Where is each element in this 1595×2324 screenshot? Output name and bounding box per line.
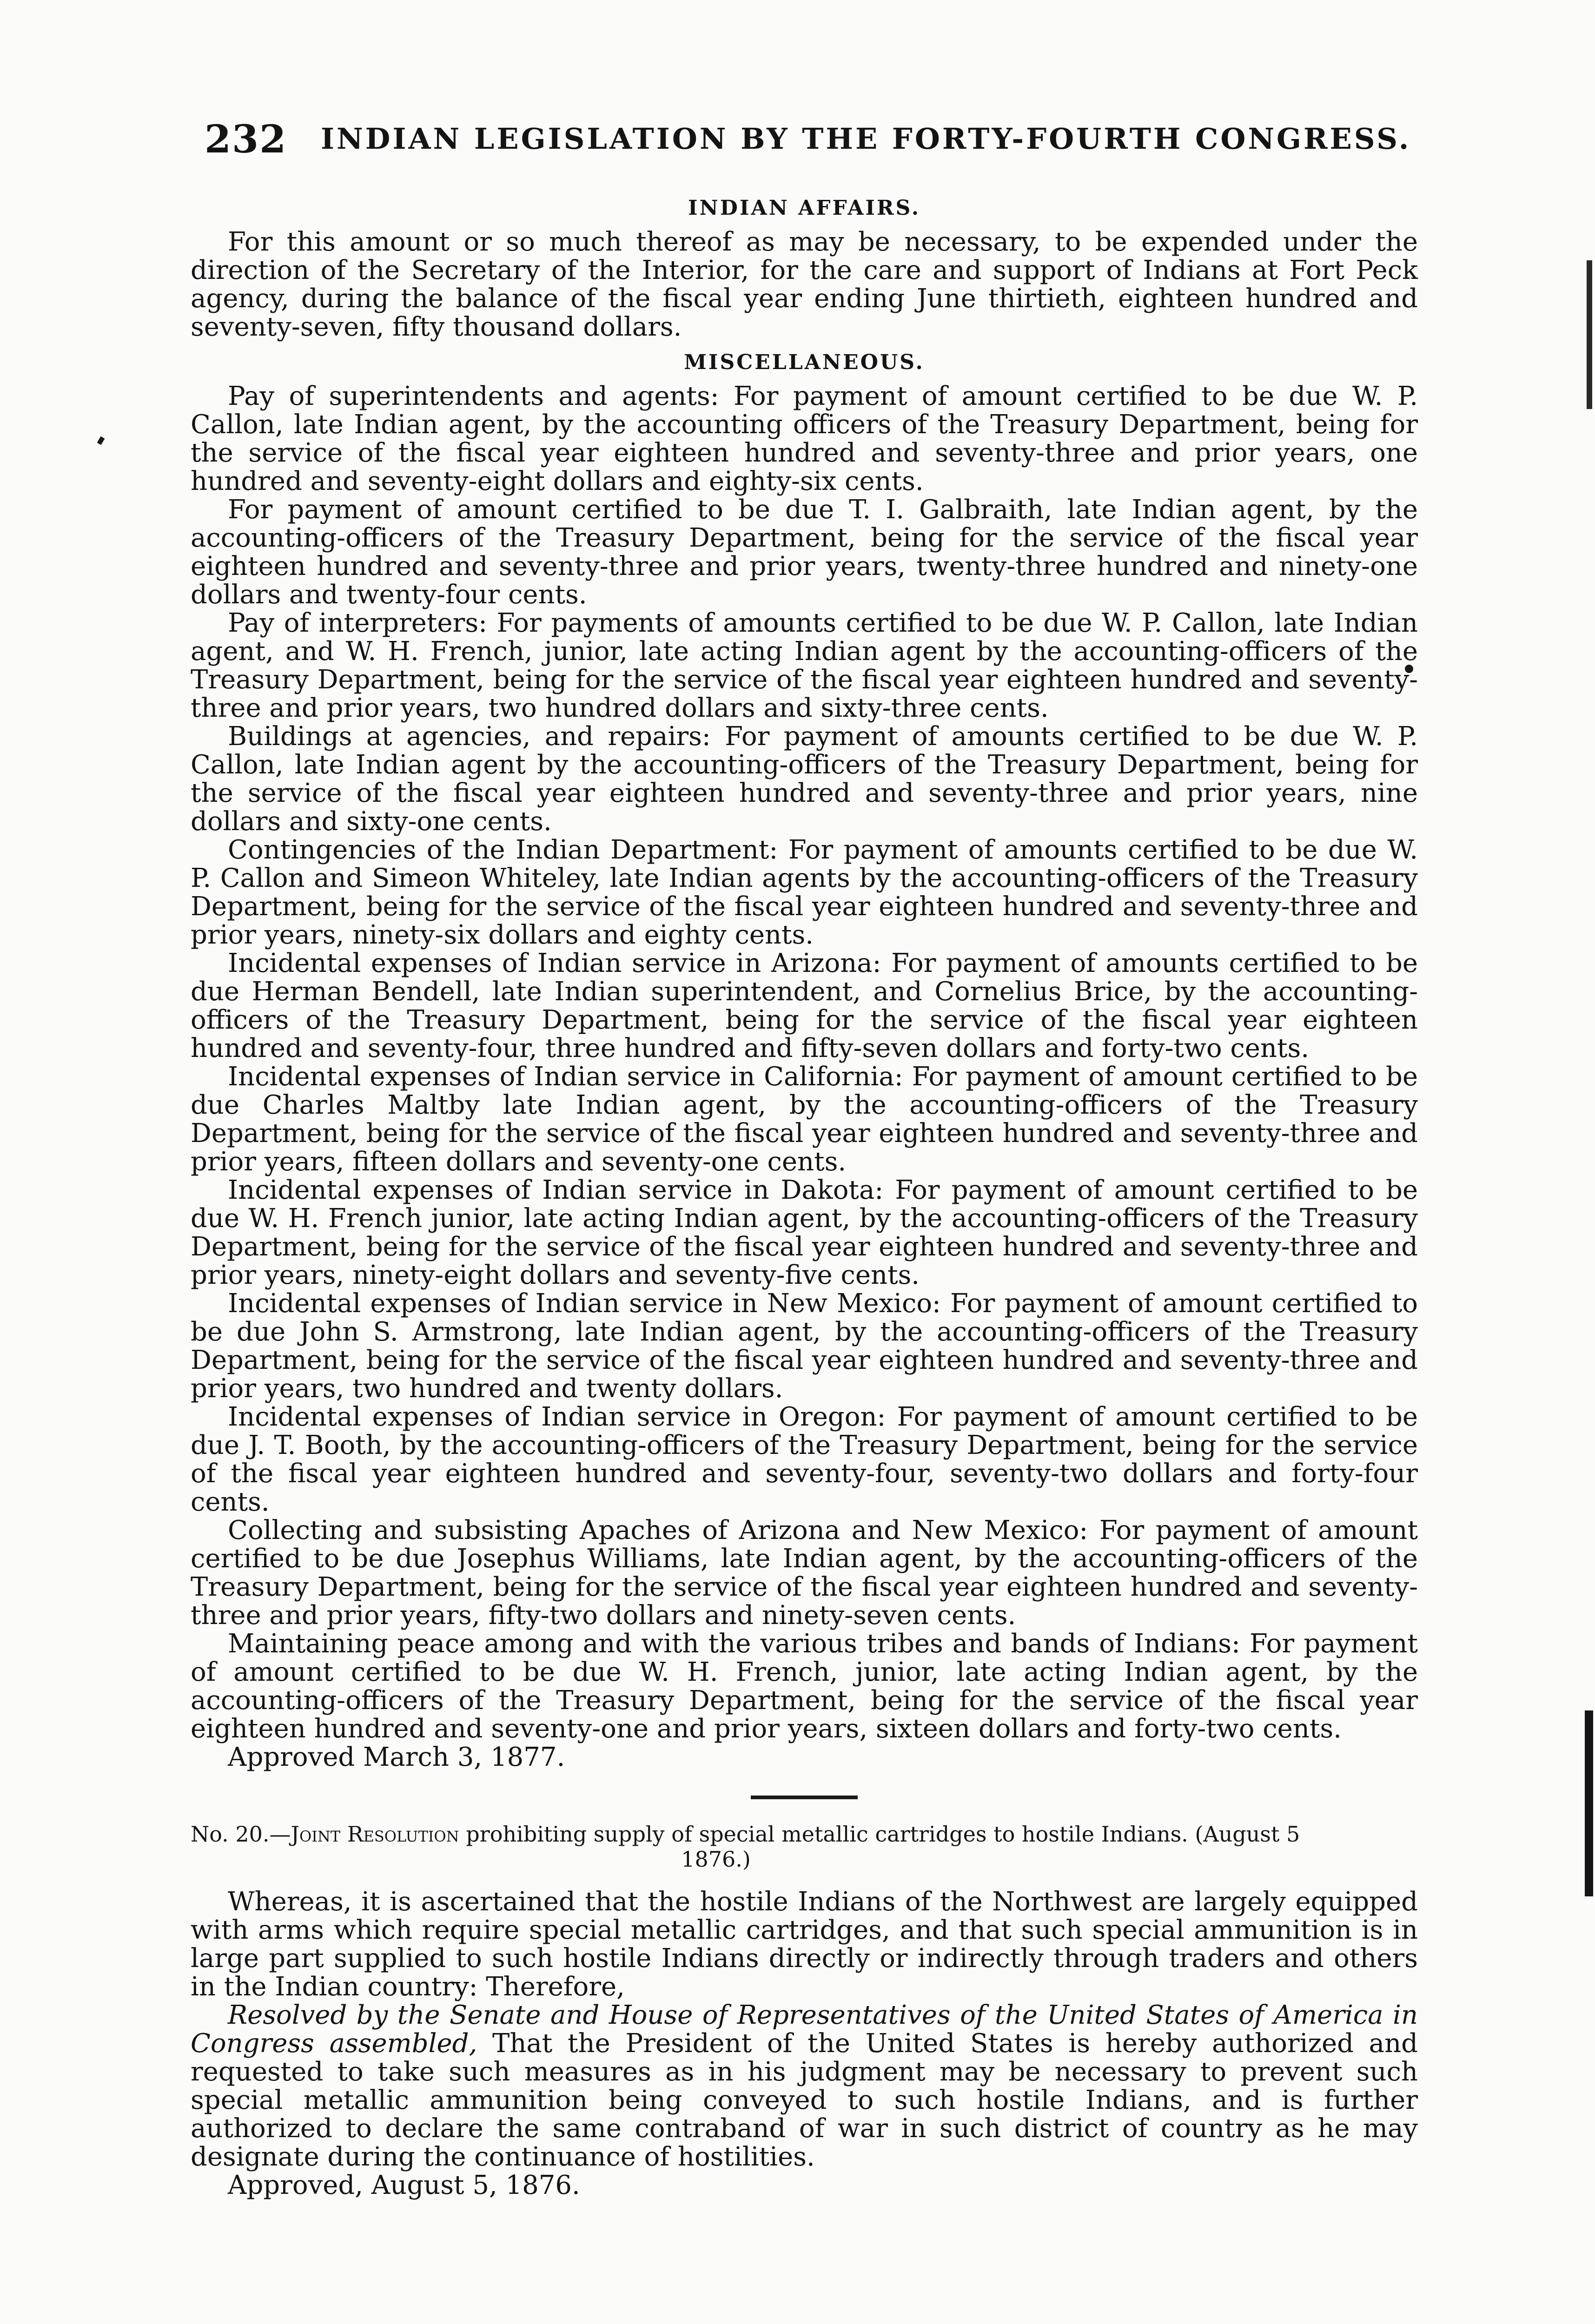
running-title: INDIAN LEGISLATION BY THE FORTY-FOURTH CONGRESS. <box>321 122 1411 156</box>
scan-edge-shadow <box>1585 1710 1593 1896</box>
resolved-clause: Resolved by the Senate and House of Representatives of the United States of America in Congress assembled, <box>191 2000 1418 2059</box>
section-heading-indian-affairs: INDIAN AFFAIRS. <box>688 196 921 220</box>
page-header <box>205 117 1413 168</box>
paragraph: Pay of superintendents and agents: For payment of amount certified to be due W. P. Callon, late Indian agent, by the accounting officers of the Treasury Department, being for the service of the fiscal year eighteen hundred and seventy-three and prior years, one hundred and seventy-eight dollars and eighty-six cents. <box>191 381 1418 496</box>
paragraph: Incidental expenses of Indian service in California: For payment of amount certified to be due Charles Maltby late Indian agent, by the accounting-officers of the Treasury Department, being for the service of the fiscal year eighteen hundred and seventy-three and prior years, fifteen dollars and seventy-one cents. <box>191 1062 1418 1177</box>
paragraph: Maintaining peace among and with the various tribes and bands of Indians: For payment of amount certified to be due W. H. French, junior, late acting Indian agent, by the accounting-officers of the Treasury Department, being for the service of the fiscal year eighteen hundred and seventy-one and prior years, sixteen dollars and forty-two cents. <box>191 1629 1418 1744</box>
paragraph: Incidental expenses of Indian service in Oregon: For payment of amount certified to be due J. T. Booth, by the accounting-officers of the Treasury Department, being for the service of the fiscal year eighteen hundred and seventy-four, seventy-two dollars and forty-four cents. <box>191 1402 1418 1517</box>
whereas-paragraph: Whereas, it is ascertained that the hostile Indians of the Northwest are largely equipped with arms which require special metallic cartridges, and that such special ammunition is in large part supplied to such hostile Indians directly or indirectly through traders and others in the Indian country: Therefore, <box>191 1887 1418 2002</box>
scan-edge-shadow <box>1587 260 1592 409</box>
paragraph: Pay of interpreters: For payments of amounts certified to be due W. P. Callon, late Indian agent, and W. H. French, junior, late acting Indian agent by the accounting-officers of the Treasury Department, being for the service of the fiscal year eighteen hundred and seventy-three and prior years, two hundred dollars and sixty-three cents. <box>191 608 1418 723</box>
section-divider <box>751 1796 858 1799</box>
resolution-kind: Joint Resolution <box>291 1822 459 1847</box>
section-heading-miscellaneous: MISCELLANEOUS. <box>684 350 925 374</box>
paragraph: Contingencies of the Indian Department: For payment of amounts certified to be due W. P. Callon and Simeon Whiteley, late Indian agents by the accounting-officers of the Treasury Department, being for the service of the fiscal year eighteen hundred and seventy-three and prior years, ninety-six dollars and eighty cents. <box>191 835 1418 950</box>
paragraph: Incidental expenses of Indian service in New Mexico: For payment of amount certified to be due John S. Armstrong, late Indian agent, by the accounting-officers of the Treasury Department, being for the service of the fiscal year eighteen hundred and seventy-three and prior years, two hundred and twenty dollars. <box>191 1288 1418 1404</box>
resolution-number: No. 20.— <box>191 1822 291 1847</box>
resolved-paragraph <box>191 2001 1418 2171</box>
page-number: 232 <box>205 117 287 162</box>
stray-ink-mark <box>97 436 105 445</box>
paragraph: Incidental expenses of Indian service in Arizona: For payment of amounts certified to be due Herman Bendell, late Indian superintendent, and Cornelius Brice, by the accounting-officers of the Treasury Department, being for the service of the fiscal year eighteen hundred and seventy-four, three hundred and fifty-seven dollars and forty-two cents. <box>191 948 1418 1063</box>
approval-date: Approved, August 5, 1876. <box>228 2170 580 2200</box>
approval-date: Approved March 3, 1877. <box>228 1742 565 1772</box>
paragraph: For payment of amount certified to be due T. I. Galbraith, late Indian agent, by the accounting-officers of the Treasury Department, being for the service of the fiscal year eighteen hundred and seventy-three and prior years, twenty-three hundred and ninety-one dollars and twenty-four cents. <box>191 495 1418 610</box>
resolved-text: That the President of the United States is hereby authorized and requested to take such measures as in his judgment may be necessary to prevent such special metallic ammunition being conveyed to such hostile Indians, and is further authorized to declare the same contraband of war in such district of country as he may designate during the continuance of hostilities. <box>191 2028 1418 2172</box>
paragraph: Collecting and subsisting Apaches of Arizona and New Mexico: For payment of amount certified to be due Josephus Williams, late Indian agent, by the accounting-officers of the Treasury Department, being for the service of the fiscal year eighteen hundred and seventy-three and prior years, fifty-two dollars and ninety-seven cents. <box>191 1515 1418 1631</box>
resolution-title <box>191 1822 1418 1872</box>
paragraph: Buildings at agencies, and repairs: For payment of amounts certified to be due W. P. Callon, late Indian agent by the accounting-officers of the Treasury Department, being for the service of the fiscal year eighteen hundred and seventy-three and prior years, nine dollars and sixty-one cents. <box>191 721 1418 837</box>
page-body <box>191 195 1418 2199</box>
paragraph: For this amount or so much thereof as may be necessary, to be expended under the direction of the Secretary of the Interior, for the care and support of Indians at Fort Peck agency, during the balance of the fiscal year ending June thirtieth, eighteen hundred and seventy-seven, fifty thousand dollars. <box>191 227 1418 342</box>
resolution-date: 1876.) <box>681 1847 751 1872</box>
paragraph: Incidental expenses of Indian service in Dakota: For payment of amount certified to be due W. H. French junior, late acting Indian agent, by the accounting-officers of the Treasury Department, being for the service of the fiscal year eighteen hundred and seventy-three and prior years, ninety-eight dollars and seventy-five cents. <box>191 1175 1418 1290</box>
resolution-subject: prohibiting supply of special metallic cartridges to hostile Indians. (August 5 <box>459 1822 1300 1847</box>
